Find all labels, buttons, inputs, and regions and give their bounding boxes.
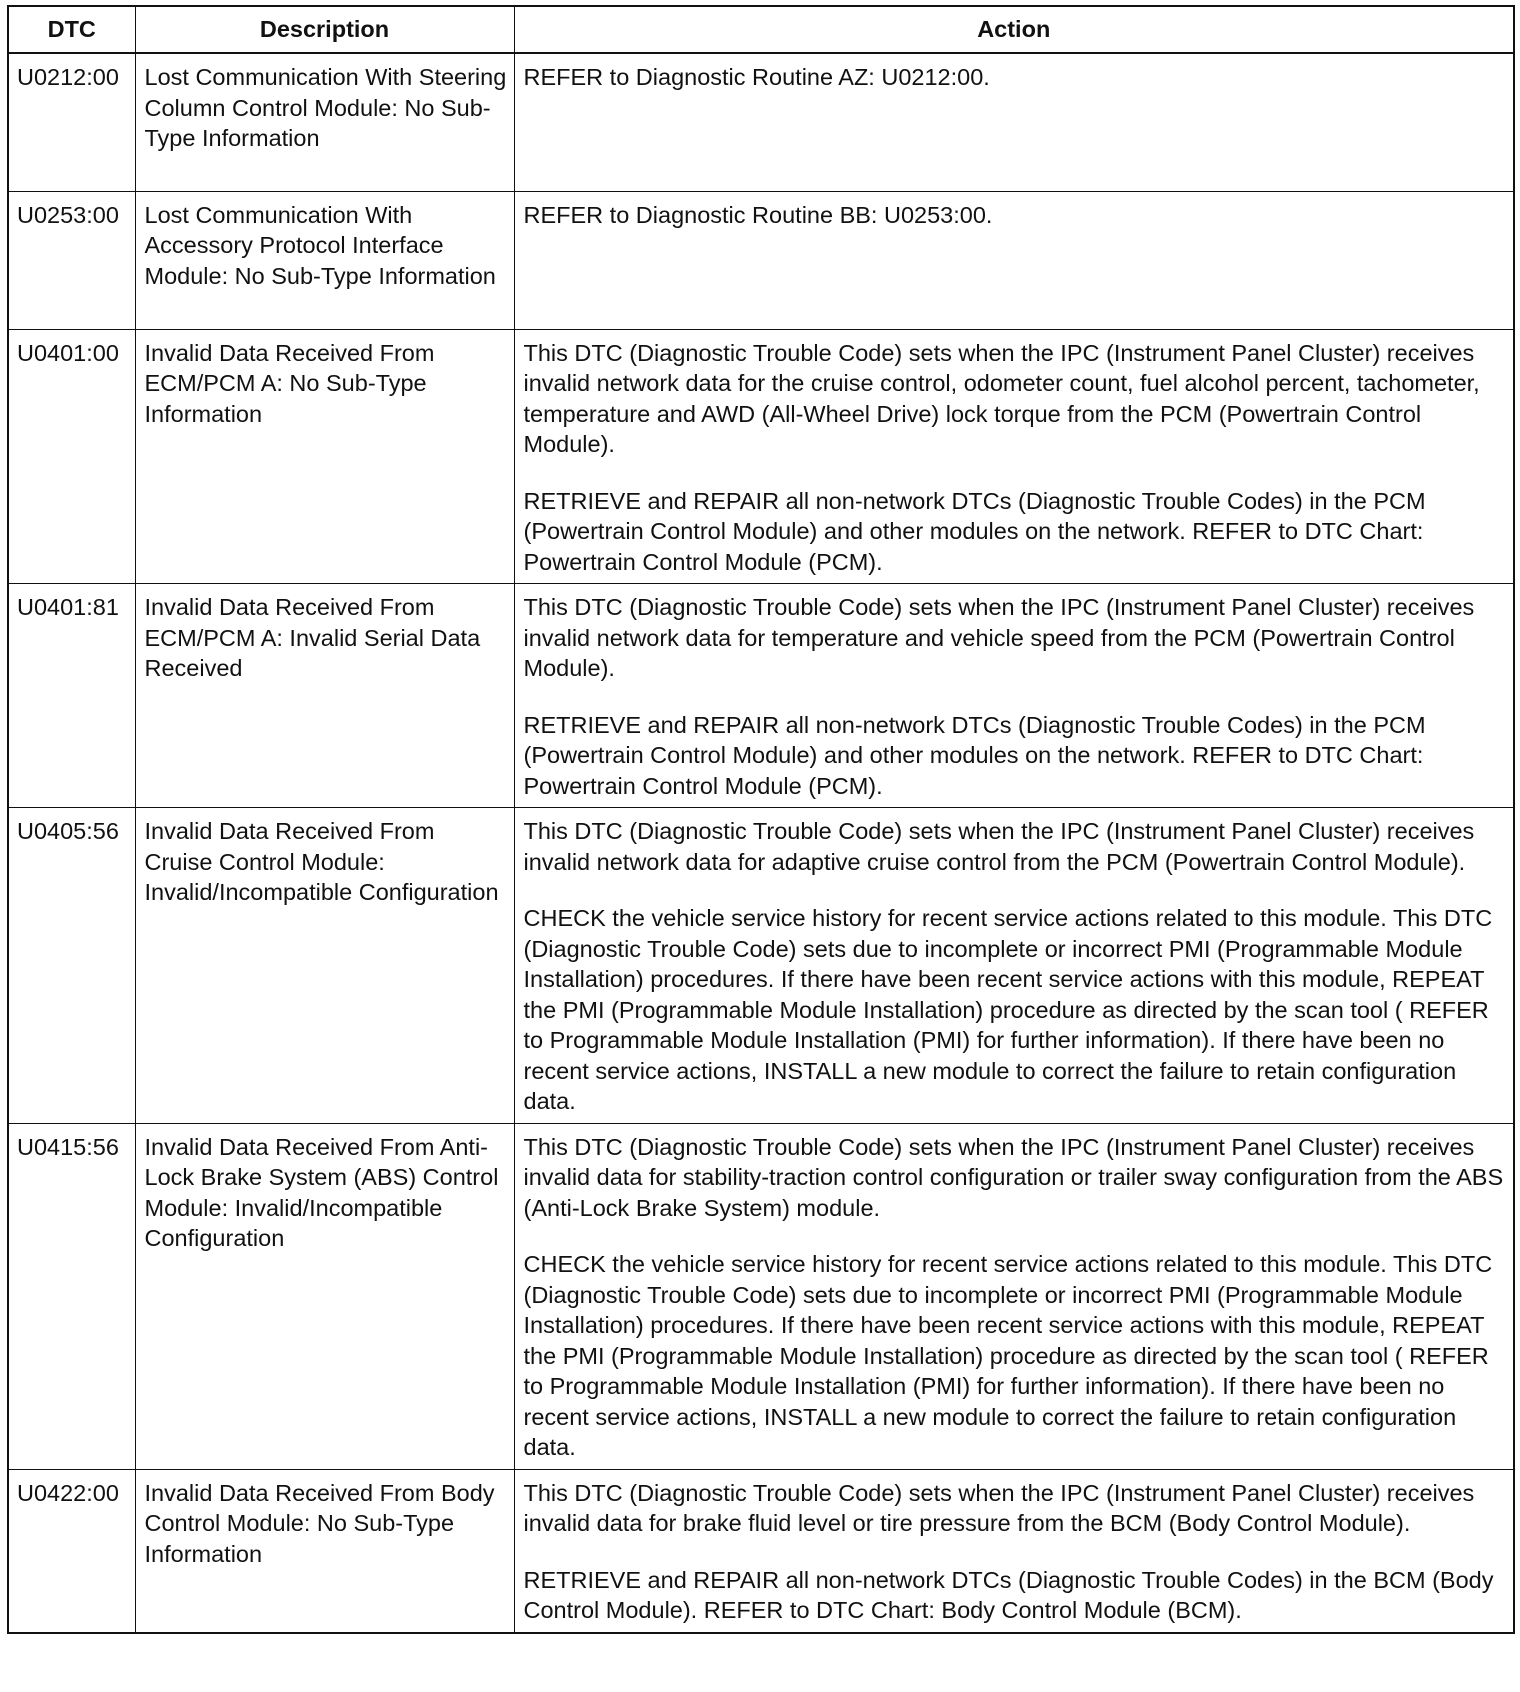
action-paragraph: RETRIEVE and REPAIR all non-network DTCs (Diagnostic Trouble Codes) in the BCM (Body Control Module). REFER to DTC Chart: Body Control Module (BCM).	[523, 1566, 1494, 1623]
dtc-code: U0422:00	[8, 1469, 135, 1633]
dtc-code: U0401:00	[8, 329, 135, 584]
header-dtc: DTC	[8, 6, 135, 53]
dtc-action	[514, 191, 1514, 329]
header-action: Action	[514, 6, 1514, 53]
dtc-action	[514, 1469, 1514, 1633]
dtc-code: U0405:56	[8, 808, 135, 1124]
dtc-action	[514, 53, 1514, 191]
dtc-description: Invalid Data Received From Body Control Module: No Sub-Type Information	[135, 1469, 514, 1633]
dtc-action	[514, 1123, 1514, 1469]
action-paragraph: CHECK the vehicle service history for recent service actions related to this module. This DTC (Diagnostic Trouble Code) sets due to incomplete or incorrect PMI (Programmable Module Installation) procedures. If there have been recent service actions with this module, REPEAT the PMI (Programmable Module Installation) procedure as directed by the scan tool ( REFER to Programmable Module Installation (PMI) for further information). If there have been no recent service actions, INSTALL a new module to correct the failure to retain configuration data.	[523, 905, 1493, 1114]
action-paragraph: REFER to Diagnostic Routine BB: U0253:00.	[523, 201, 993, 228]
dtc-description: Invalid Data Received From ECM/PCM A: No Sub-Type Information	[135, 329, 514, 584]
table-row	[8, 329, 1514, 584]
dtc-code: U0253:00	[8, 191, 135, 329]
dtc-description: Lost Communication With Accessory Protocol Interface Module: No Sub-Type Information	[135, 191, 514, 329]
dtc-table	[7, 5, 1515, 1634]
action-paragraph: This DTC (Diagnostic Trouble Code) sets when the IPC (Instrument Panel Cluster) receives invalid network data for adaptive cruise control from the PCM (Powertrain Control Module).	[523, 818, 1475, 875]
header-row	[8, 6, 1514, 53]
action-paragraph: RETRIEVE and REPAIR all non-network DTCs (Diagnostic Trouble Codes) in the PCM (Powertrain Control Module) and other modules on the network. REFER to DTC Chart: Powertrain Control Module (PCM).	[523, 487, 1426, 575]
table-row	[8, 1123, 1514, 1469]
action-paragraph: This DTC (Diagnostic Trouble Code) sets when the IPC (Instrument Panel Cluster) receives invalid data for brake fluid level or tire pressure from the BCM (Body Control Module).	[523, 1479, 1475, 1536]
action-paragraph: RETRIEVE and REPAIR all non-network DTCs (Diagnostic Trouble Codes) in the PCM (Powertrain Control Module) and other modules on the network. REFER to DTC Chart: Powertrain Control Module (PCM).	[523, 711, 1426, 799]
table-row	[8, 1469, 1514, 1633]
action-paragraph: This DTC (Diagnostic Trouble Code) sets when the IPC (Instrument Panel Cluster) receives invalid data for stability-traction control configuration or trailer sway configuration from the ABS (Anti-Lock Brake System) module.	[523, 1133, 1504, 1221]
header-description: Description	[135, 6, 514, 53]
dtc-code: U0415:56	[8, 1123, 135, 1469]
dtc-action	[514, 808, 1514, 1124]
dtc-action	[514, 584, 1514, 808]
action-paragraph: REFER to Diagnostic Routine AZ: U0212:00.	[523, 64, 990, 90]
action-paragraph: This DTC (Diagnostic Trouble Code) sets when the IPC (Instrument Panel Cluster) receives invalid network data for the cruise control, odometer count, fuel alcohol percent, tachometer, temperature and AWD (All-Wheel Drive) lock torque from the PCM (Powertrain Control Module).	[523, 339, 1480, 457]
dtc-description: Invalid Data Received From ECM/PCM A: Invalid Serial Data Received	[135, 584, 514, 808]
action-paragraph: This DTC (Diagnostic Trouble Code) sets when the IPC (Instrument Panel Cluster) receives invalid network data for temperature and vehicle speed from the PCM (Powertrain Control Module).	[523, 594, 1475, 681]
dtc-description: Invalid Data Received From Anti-Lock Brake System (ABS) Control Module: Invalid/Incompatible Configuration	[135, 1123, 514, 1469]
dtc-description: Invalid Data Received From Cruise Control Module: Invalid/Incompatible Configuration	[135, 808, 514, 1124]
dtc-code: U0212:00	[8, 53, 135, 191]
dtc-code: U0401:81	[8, 584, 135, 808]
dtc-description: Lost Communication With Steering Column Control Module: No Sub-Type Information	[135, 53, 514, 191]
dtc-action	[514, 329, 1514, 584]
table-row	[8, 808, 1514, 1124]
table-row	[8, 53, 1514, 191]
table-row	[8, 191, 1514, 329]
table-row	[8, 584, 1514, 808]
action-paragraph: CHECK the vehicle service history for recent service actions related to this module. This DTC (Diagnostic Trouble Code) sets due to incomplete or incorrect PMI (Programmable Module Installation) procedures. If there have been recent service actions with this module, REPEAT the PMI (Programmable Module Installation) procedure as directed by the scan tool ( REFER to Programmable Module Installation (PMI) for further information). If there have been no recent service actions, INSTALL a new module to correct the failure to retain configuration data.	[523, 1251, 1493, 1460]
